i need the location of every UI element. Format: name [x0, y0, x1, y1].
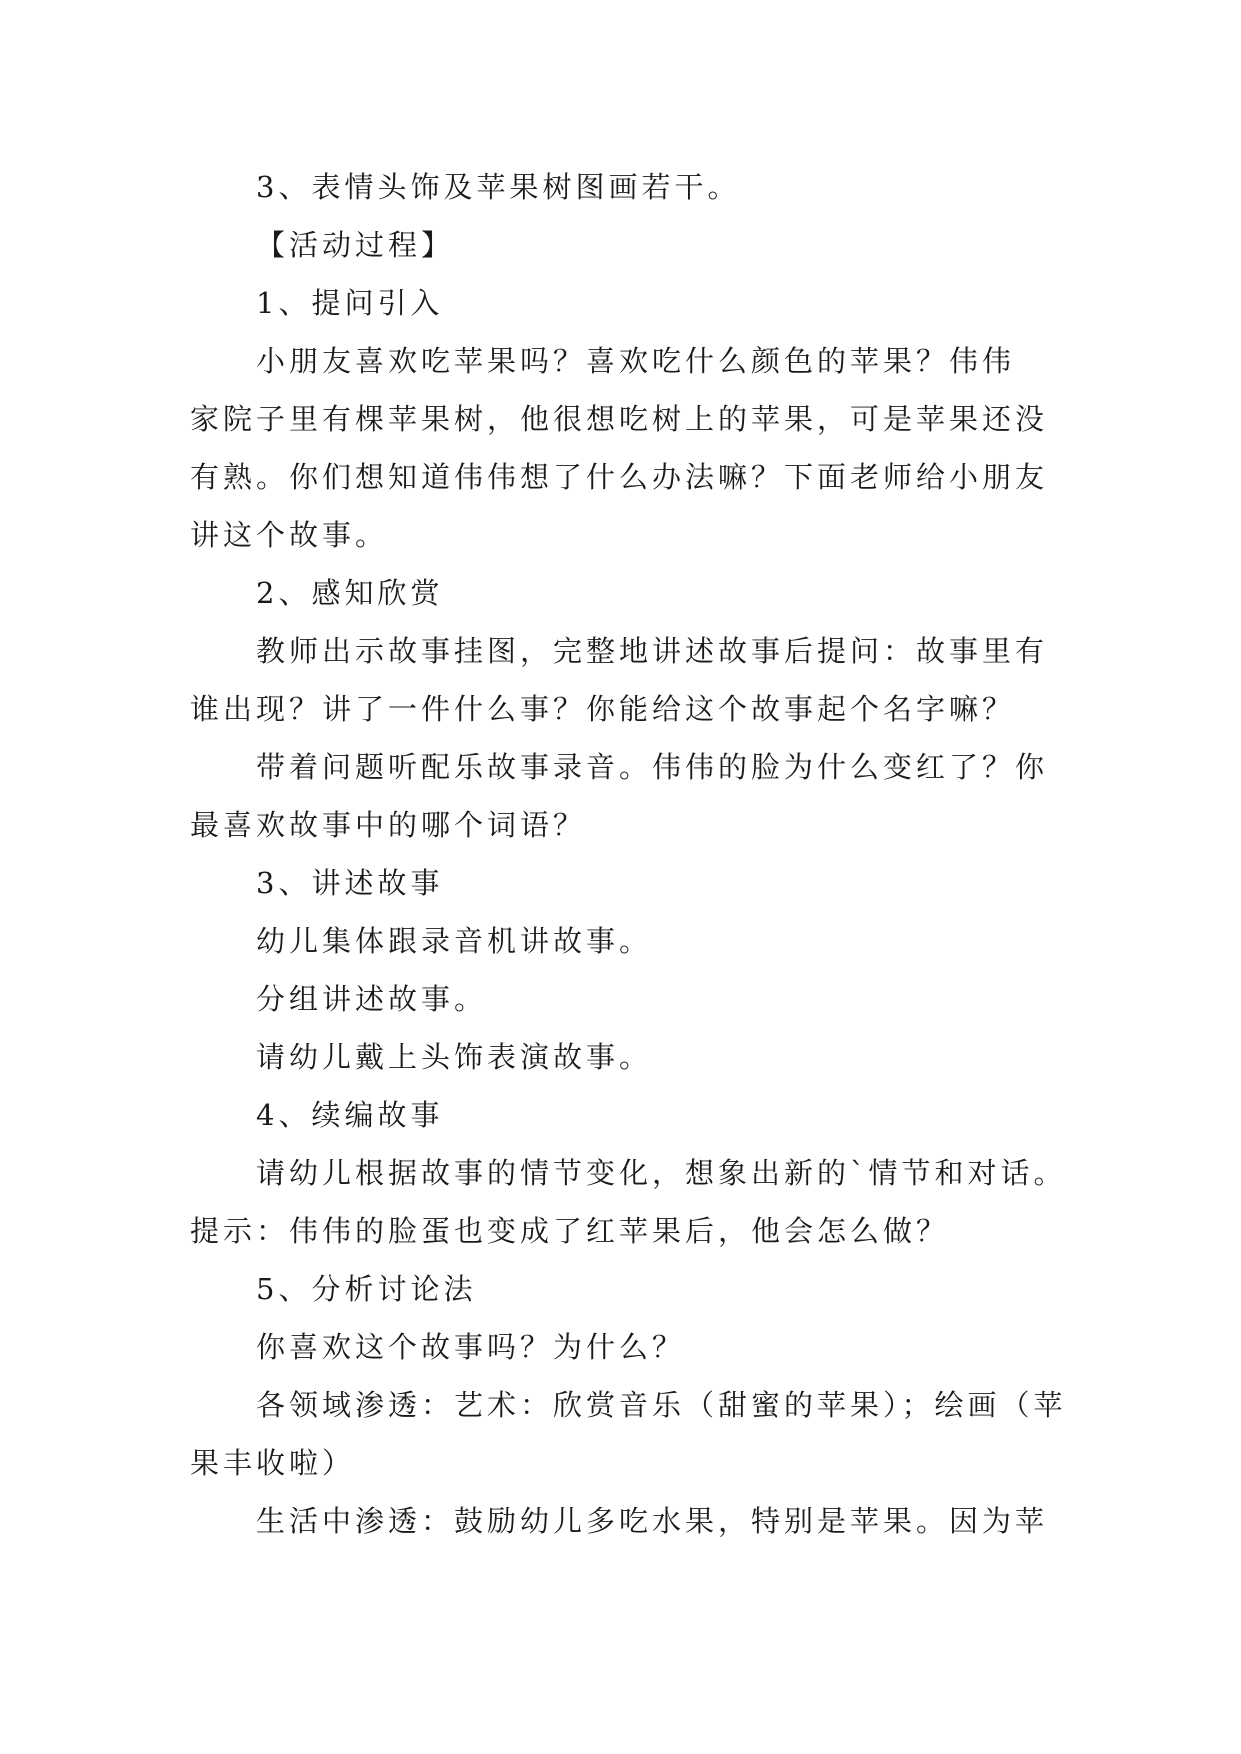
materials-item-3: 3、表情头饰及苹果树图画若干。: [256, 170, 741, 204]
step-5-heading: 5、分析讨论法: [256, 1272, 477, 1306]
paragraph-line: 幼儿集体跟录音机讲故事。: [256, 924, 653, 958]
step-4-heading: 4、续编故事: [256, 1098, 444, 1132]
step-3-heading: 3、讲述故事: [256, 866, 444, 900]
paragraph-line: 提示：伟伟的脸蛋也变成了红苹果后，他会怎么做？: [190, 1214, 950, 1248]
paragraph-line: 谁出现？讲了一件什么事？你能给这个故事起个名字嘛？: [190, 692, 1016, 726]
paragraph-line: 最喜欢故事中的哪个词语？: [190, 808, 587, 842]
paragraph-line: 讲这个故事。: [190, 518, 389, 552]
paragraph-line: 教师出示故事挂图，完整地讲述故事后提问：故事里有: [256, 634, 1049, 668]
document-body: [190, 158, 1070, 1550]
paragraph-line: 家院子里有棵苹果树，他很想吃树上的苹果，可是苹果还没: [190, 402, 1049, 436]
paragraph-line: 果丰收啦）: [190, 1446, 356, 1480]
section-heading-activity-process: 【活动过程】: [256, 228, 455, 262]
paragraph-line: 带着问题听配乐故事录音。伟伟的脸为什么变红了？你: [256, 750, 1049, 784]
paragraph-line: 请幼儿戴上头饰表演故事。: [256, 1040, 653, 1074]
step-2-heading: 2、感知欣赏: [256, 576, 444, 610]
step-1-heading: 1、提问引入: [256, 286, 444, 320]
paragraph-line: 有熟。你们想知道伟伟想了什么办法嘛？下面老师给小朋友: [190, 460, 1049, 494]
paragraph-line: 请幼儿根据故事的情节变化，想象出新的`情节和对话。: [256, 1156, 1067, 1190]
paragraph-line: 你喜欢这个故事吗？为什么？: [256, 1330, 686, 1364]
paragraph-line: 分组讲述故事。: [256, 982, 488, 1016]
paragraph-line: 小朋友喜欢吃苹果吗？喜欢吃什么颜色的苹果？伟伟: [256, 344, 1016, 378]
paragraph-line: 生活中渗透：鼓励幼儿多吃水果，特别是苹果。因为苹: [256, 1504, 1049, 1538]
paragraph-line: 各领域渗透：艺术：欣赏音乐（甜蜜的苹果）；绘画（苹: [256, 1388, 1067, 1422]
